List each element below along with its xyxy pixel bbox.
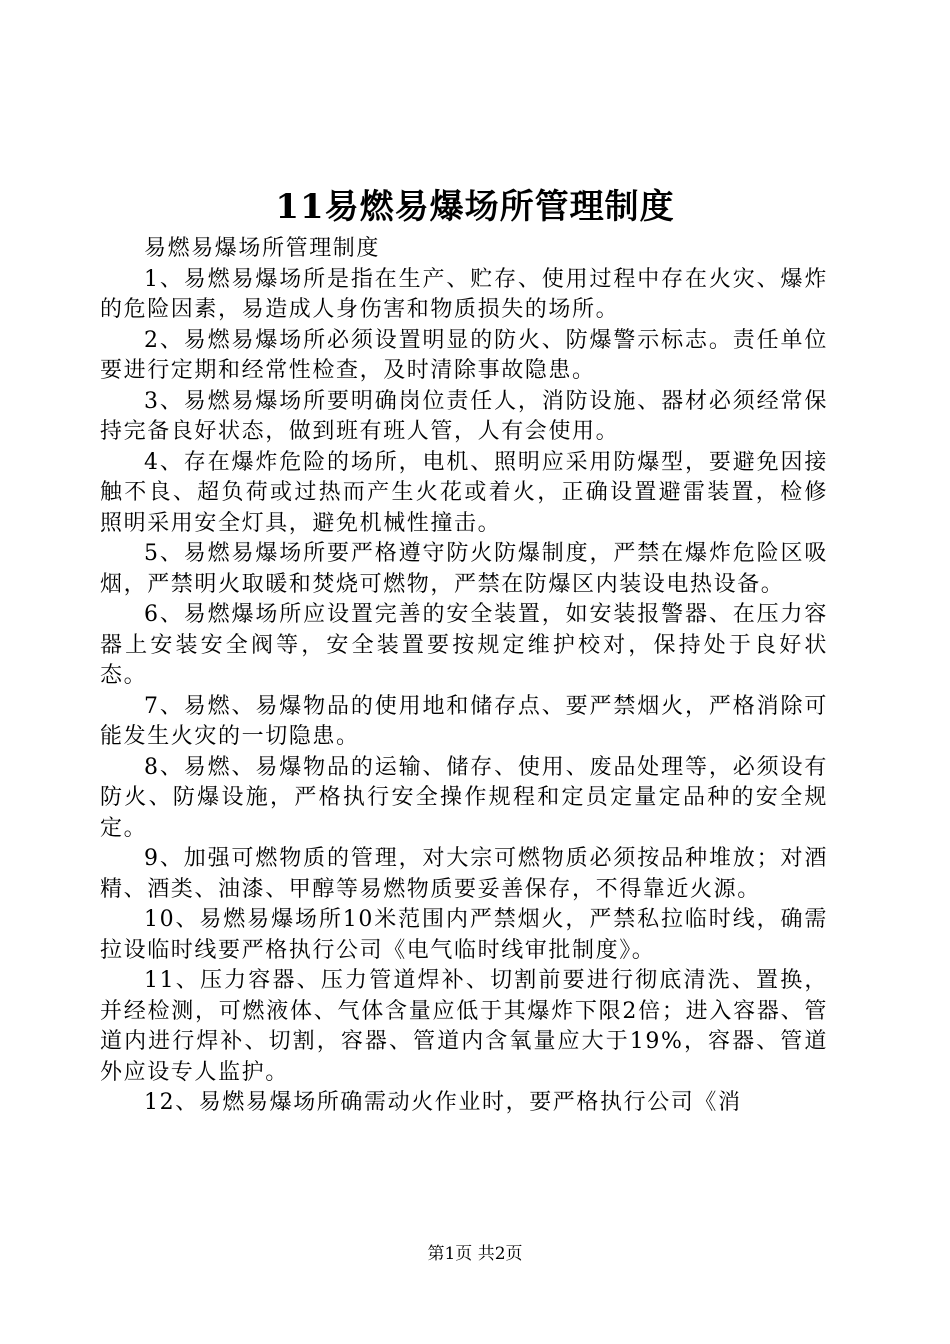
paragraph-5: 5、易燃易爆场所要严格遵守防火防爆制度，严禁在爆炸危险区吸烟，严禁明火取暖和焚烧可燃物，严禁在防爆区内装设电热设备。 bbox=[100, 541, 828, 597]
paragraph-7: 7、易燃、易爆物品的使用地和储存点、要严禁烟火，严格消除可能发生火灾的一切隐患。 bbox=[100, 693, 828, 749]
paragraph-2: 2、易燃易爆场所必须设置明显的防火、防爆警示标志。责任单位要进行定期和经常性检查，及时清除事故隐患。 bbox=[100, 327, 828, 383]
paragraph-12: 12、易燃易爆场所确需动火作业时，要严格执行公司《消 bbox=[144, 1090, 742, 1115]
paragraph-6: 6、易燃爆场所应设置完善的安全装置，如安装报警器、在压力容器上安装安全阀等，安全装置要按规定维护校对，保持处于良好状态。 bbox=[100, 602, 828, 688]
paragraph-1: 1、易燃易爆场所是指在生产、贮存、使用过程中存在火灾、爆炸的危险因素，易造成人身伤害和物质损失的场所。 bbox=[100, 266, 828, 322]
document-subtitle: 易燃易爆场所管理制度 bbox=[144, 236, 381, 261]
page-indicator: 第1页 共2页 bbox=[427, 1244, 523, 1264]
paragraph-3: 3、易燃易爆场所要明确岗位责任人，消防设施、器材必须经常保持完备良好状态，做到班有班人管，人有会使用。 bbox=[100, 388, 828, 444]
paragraph-11: 11、压力容器、压力管道焊补、切割前要进行彻底清洗、置换，并经检测，可燃液体、气体含量应低于其爆炸下限2倍；进入容器、管道内进行焊补、切割，容器、管道内含氧量应大于19%，容器、管道外应设专人监护。 bbox=[100, 968, 828, 1085]
document-body bbox=[100, 234, 828, 1119]
paragraph-9: 9、加强可燃物质的管理，对大宗可燃物质必须按品种堆放；对酒精、酒类、油漆、甲醇等易燃物质要妥善保存，不得靠近火源。 bbox=[100, 846, 828, 902]
document-title: 11易燃易爆场所管理制度 bbox=[275, 187, 675, 227]
paragraph-8: 8、易燃、易爆物品的运输、储存、使用、废品处理等，必须设有防火、防爆设施，严格执行安全操作规程和定员定量定品种的安全规定。 bbox=[100, 754, 828, 841]
paragraph-4: 4、存在爆炸危险的场所，电机、照明应采用防爆型，要避免因接触不良、超负荷或过热而产生火花或着火，正确设置避雷装置，检修照明采用安全灯具，避免机械性撞击。 bbox=[100, 449, 828, 536]
page-footer bbox=[0, 1242, 950, 1266]
paragraph-10: 10、易燃易爆场所10米范围内严禁烟火，严禁私拉临时线，确需拉设临时线要严格执行公司《电气临时线审批制度》。 bbox=[100, 907, 828, 963]
